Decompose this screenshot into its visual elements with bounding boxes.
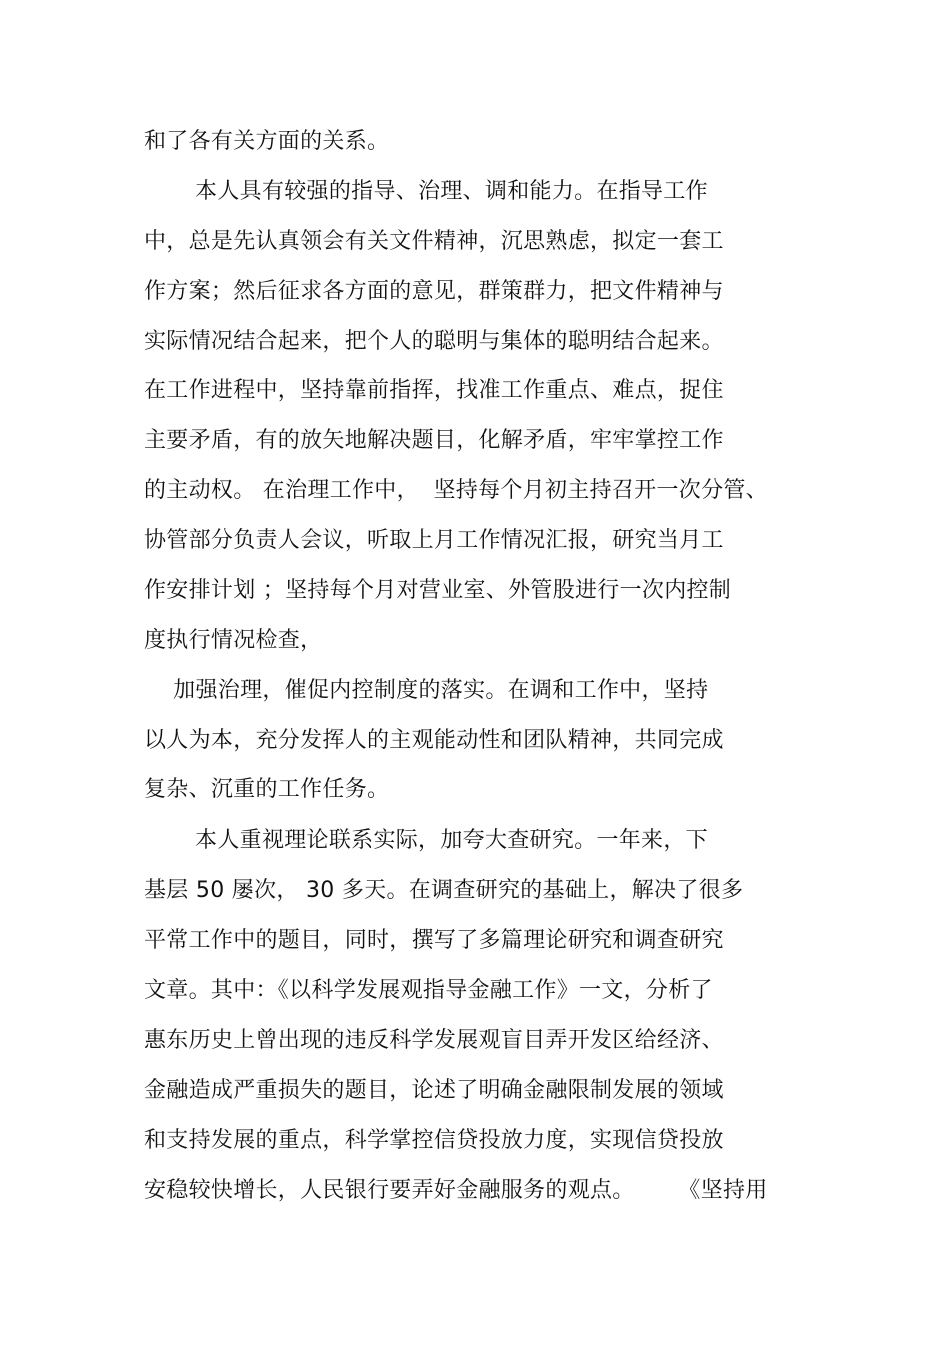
text-line: 在工作进程中，坚持靠前指挥，找准工作重点、难点，捉住 <box>144 378 724 403</box>
text-line: 作安排计划 ；坚持每个月对营业室、外管股进行一次内控制 <box>144 578 732 603</box>
text-line: 金融造成严重损失的题目，论述了明确金融限制发展的领域 <box>144 1078 724 1103</box>
text-line: 中，总是先认真领会有关文件精神，沉思熟虑，拟定一套工 <box>144 229 724 254</box>
text-line: 基层 50 屡次， 30 多天。在调查研究的基础上，解决了很多 <box>144 878 744 903</box>
text-line: 的主动权。 在治理工作中， 坚持每个月初主持召开一次分管、 <box>144 478 768 503</box>
text-line: 度执行情况检查， <box>144 628 323 653</box>
text-line: 加强治理，催促内控制度的落实。在调和工作中，坚持 <box>144 678 709 703</box>
text-line: 惠东历史上曾出现的违反科学发展观盲目弄开发区给经济、 <box>144 1028 724 1053</box>
text-line: 以人为本，充分发挥人的主观能动性和团队精神，共同完成 <box>144 728 724 753</box>
text-line: 和支持发展的重点，科学掌控信贷投放力度，实现信贷投放 <box>144 1128 724 1153</box>
text-line: 和了各有关方面的关系。 <box>144 129 390 154</box>
text-line: 文章。其中：《以科学发展观指导金融工作》一文，分析了 <box>144 978 713 1003</box>
text-line: 本人重视理论联系实际，加夸大查研究。一年来，下 <box>144 828 708 853</box>
text-line: 复杂、沉重的工作任务。 <box>144 777 390 802</box>
text-line: 平常工作中的题目，同时，撰写了多篇理论研究和调查研究 <box>144 928 724 953</box>
text-line: 作方案；然后征求各方面的意见，群策群力，把文件精神与 <box>144 279 724 304</box>
text-line: 安稳较快增长，人民银行要弄好金融服务的观点。 《坚持用 <box>144 1178 768 1203</box>
text-line: 本人具有较强的指导、治理、调和能力。在指导工作 <box>144 179 708 204</box>
text-line: 协管部分负责人会议，听取上月工作情况汇报，研究当月工 <box>144 528 724 553</box>
text-line: 实际情况结合起来，把个人的聪明与集体的聪明结合起来。 <box>144 329 724 354</box>
text-line: 主要矛盾，有的放矢地解决题目，化解矛盾，牢牢掌控工作 <box>144 428 724 453</box>
